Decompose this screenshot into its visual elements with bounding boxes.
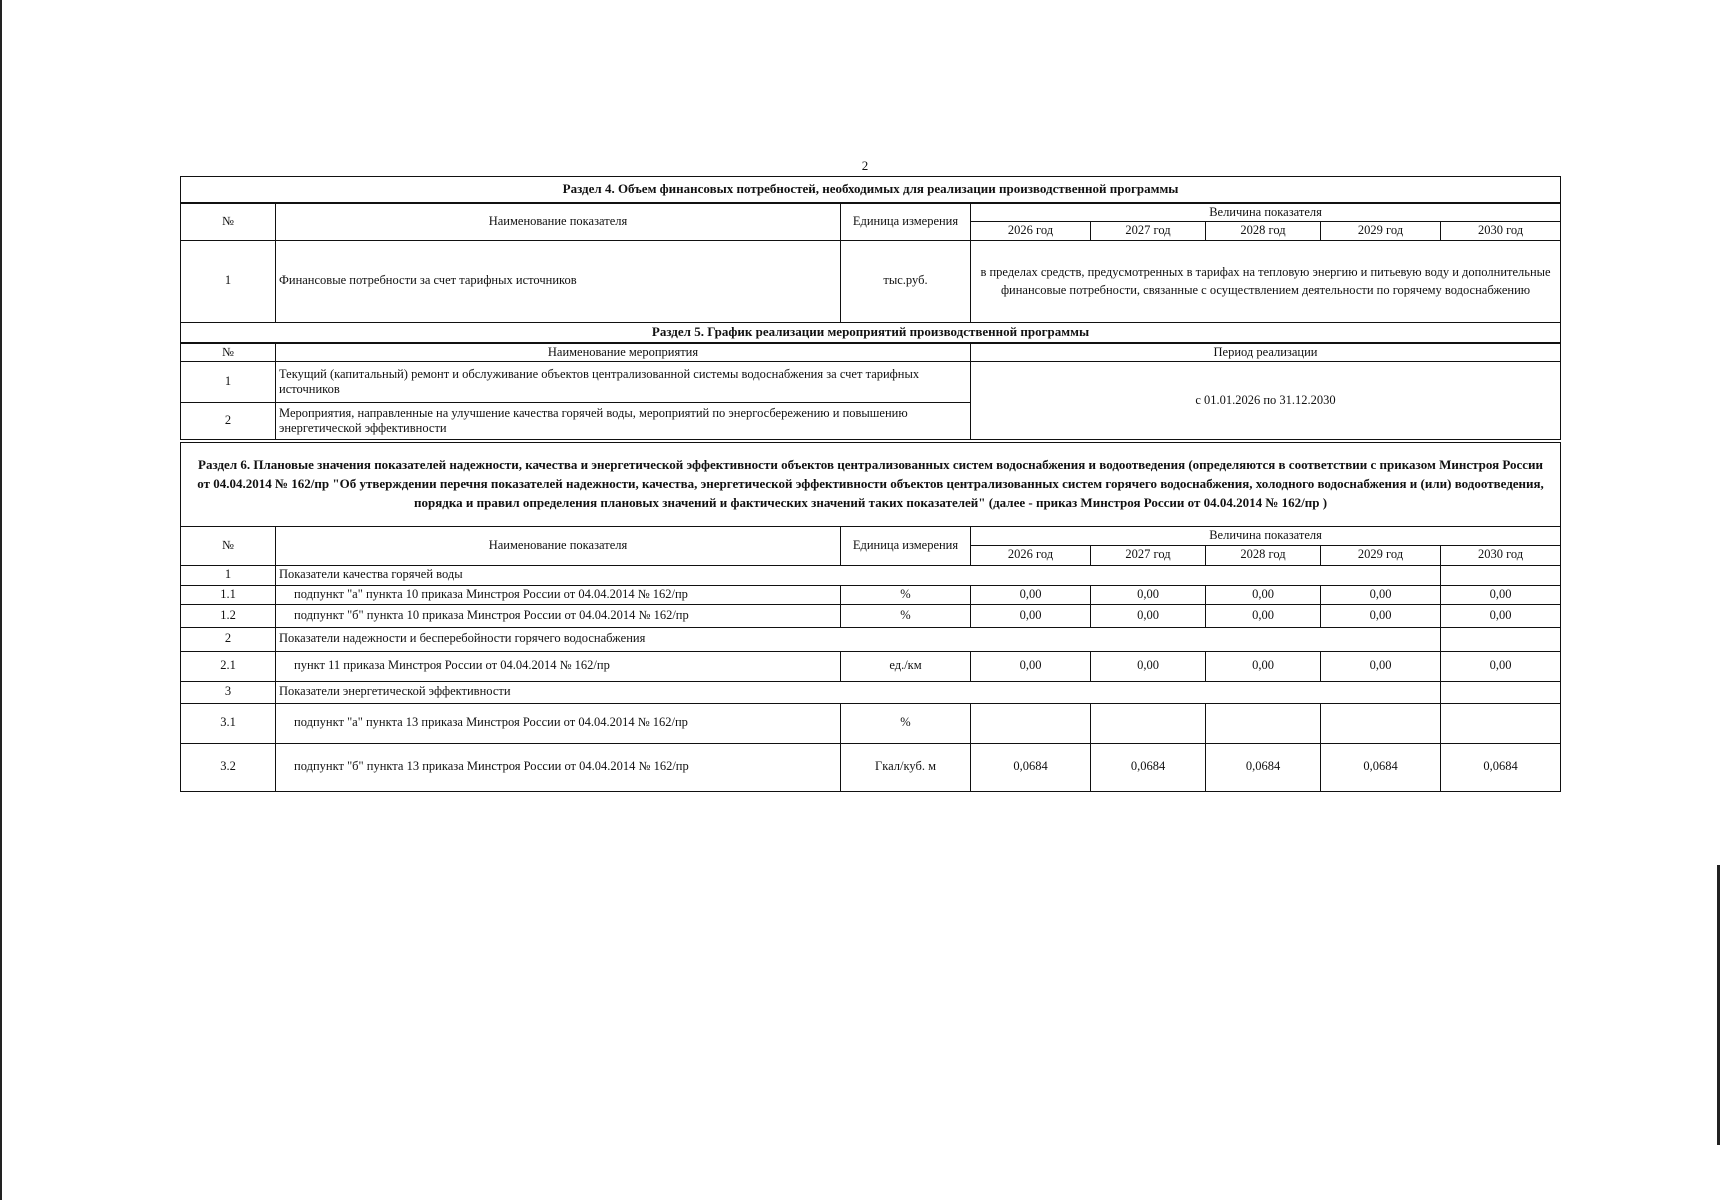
section5-title: Раздел 5. График реализации мероприятий производственной программы — [181, 323, 1561, 343]
section6-group3-no: 3 — [181, 681, 276, 703]
section4-year-2029: 2029 год — [1321, 222, 1441, 241]
section6-group1-no: 1 — [181, 565, 276, 585]
section5-header-no: № — [181, 343, 276, 362]
value-2026: 0,00 — [971, 651, 1091, 681]
value-2028: 0,00 — [1206, 585, 1321, 604]
section5-row2-name: Мероприятия, направленные на улучшение качества горячей воды, мероприятий по энергосбережению и повышению энергетической эффективности — [276, 403, 971, 440]
value-2027: 0,00 — [1091, 651, 1206, 681]
row-no: 3.1 — [181, 703, 276, 743]
row-unit: Гкал/куб. м — [841, 743, 971, 791]
value-2026: 0,00 — [971, 585, 1091, 604]
value-2029 — [1321, 703, 1441, 743]
value-2026 — [971, 703, 1091, 743]
value-2029: 0,00 — [1321, 585, 1441, 604]
table-row — [181, 585, 1561, 604]
table-row — [181, 604, 1561, 627]
value-2026: 0,0684 — [971, 743, 1091, 791]
section4-header-no: № — [181, 203, 276, 241]
section4-year-2026: 2026 год — [971, 222, 1091, 241]
value-2027: 0,0684 — [1091, 743, 1206, 791]
section6-header-name: Наименование показателя — [276, 527, 841, 566]
value-2027: 0,00 — [1091, 604, 1206, 627]
section4-header-unit: Единица измерения — [841, 203, 971, 241]
row-unit: % — [841, 585, 971, 604]
section5-row1-no: 1 — [181, 362, 276, 403]
section5-table — [180, 322, 1561, 440]
section6-group3-name: Показатели энергетической эффективности — [276, 681, 1441, 703]
left-scan-edge — [0, 0, 2, 1200]
section5-header-name: Наименование мероприятия — [276, 343, 971, 362]
section6-header-value: Величина показателя — [971, 527, 1561, 546]
row-name: подпункт "а" пункта 13 приказа Минстроя России от 04.04.2014 № 162/пр — [276, 703, 841, 743]
section6-group2-no: 2 — [181, 627, 276, 651]
section6-title: Раздел 6. Плановые значения показателей надежности, качества и энергетической эффективности объектов централизованных систем водоснабжения и водоотведения (определяются в соответствии с приказом Минстроя России от 04.04.2014 № 162/пр "Об утверждении перечня показателей надежности, качества, энергетической эффективности объектов централизованных систем горячего водоснабжения, холодного водоснабжения и (или) водоотведения, порядка и правил определения плановых значений и фактических значений таких показателей" (далее - приказ Минстроя России от 04.04.2014 № 162/пр ) — [181, 443, 1561, 527]
table-row — [181, 651, 1561, 681]
row-no: 1.1 — [181, 585, 276, 604]
section4-year-2030: 2030 год — [1441, 222, 1561, 241]
section4-year-2028: 2028 год — [1206, 222, 1321, 241]
row-name: пункт 11 приказа Минстроя России от 04.04.2014 № 162/пр — [276, 651, 841, 681]
section5-header-period: Период реализации — [971, 343, 1561, 362]
value-2030: 0,0684 — [1441, 743, 1561, 791]
section6-group-row — [181, 681, 1561, 703]
table-row — [181, 743, 1561, 791]
value-2028: 0,00 — [1206, 651, 1321, 681]
section5-period: с 01.01.2026 по 31.12.2030 — [971, 362, 1561, 440]
value-2028: 0,00 — [1206, 604, 1321, 627]
section6-table — [180, 442, 1561, 792]
section6-group1-blank — [1441, 565, 1561, 585]
page-number: 2 — [861, 158, 869, 173]
section6-year-2030: 2030 год — [1441, 545, 1561, 565]
value-2027: 0,00 — [1091, 585, 1206, 604]
value-2029: 0,00 — [1321, 651, 1441, 681]
row-no: 3.2 — [181, 743, 276, 791]
row-name: подпункт "б" пункта 10 приказа Минстроя России от 04.04.2014 № 162/пр — [276, 604, 841, 627]
value-2029: 0,00 — [1321, 604, 1441, 627]
section6-year-2028: 2028 год — [1206, 545, 1321, 565]
section4-row-no: 1 — [181, 240, 276, 322]
value-2028 — [1206, 703, 1321, 743]
row-name: подпункт "б" пункта 13 приказа Минстроя России от 04.04.2014 № 162/пр — [276, 743, 841, 791]
section4-table — [180, 176, 1561, 323]
value-2030 — [1441, 703, 1561, 743]
value-2029: 0,0684 — [1321, 743, 1441, 791]
section4-header-value: Величина показателя — [971, 203, 1561, 222]
section6-header-unit: Единица измерения — [841, 527, 971, 566]
section6-group2-blank — [1441, 627, 1561, 651]
section6-group2-name: Показатели надежности и бесперебойности горячего водоснабжения — [276, 627, 1441, 651]
section4-row-name: Финансовые потребности за счет тарифных источников — [276, 240, 841, 322]
table-row — [181, 703, 1561, 743]
section6-year-2026: 2026 год — [971, 545, 1091, 565]
value-2030: 0,00 — [1441, 651, 1561, 681]
section4-header-name: Наименование показателя — [276, 203, 841, 241]
value-2028: 0,0684 — [1206, 743, 1321, 791]
row-name: подпункт "а" пункта 10 приказа Минстроя России от 04.04.2014 № 162/пр — [276, 585, 841, 604]
row-unit: % — [841, 604, 971, 627]
row-unit: % — [841, 703, 971, 743]
section6-group-row — [181, 627, 1561, 651]
right-scan-mark — [1717, 865, 1720, 1145]
section6-header-no: № — [181, 527, 276, 566]
value-2027 — [1091, 703, 1206, 743]
row-no: 1.2 — [181, 604, 276, 627]
section6-group3-blank — [1441, 681, 1561, 703]
section6-group1-name: Показатели качества горячей воды — [276, 565, 1441, 585]
value-2030: 0,00 — [1441, 585, 1561, 604]
section4-row-value: в пределах средств, предусмотренных в тарифах на тепловую энергию и питьевую воду и дополнительные финансовые потребности, связанные с осуществлением деятельности по горячему водоснабжению — [971, 240, 1561, 322]
section5-row1-name: Текущий (капитальный) ремонт и обслуживание объектов централизованной системы водоснабжения за счет тарифных источников — [276, 362, 971, 403]
value-2030: 0,00 — [1441, 604, 1561, 627]
section6-year-2027: 2027 год — [1091, 545, 1206, 565]
section6-group-row — [181, 565, 1561, 585]
value-2026: 0,00 — [971, 604, 1091, 627]
section5-row2-no: 2 — [181, 403, 276, 440]
row-no: 2.1 — [181, 651, 276, 681]
section4-year-2027: 2027 год — [1091, 222, 1206, 241]
section6-year-2029: 2029 год — [1321, 545, 1441, 565]
section4-title: Раздел 4. Объем финансовых потребностей, необходимых для реализации производственной программы — [181, 177, 1561, 203]
section4-row-unit: тыс.руб. — [841, 240, 971, 322]
row-unit: ед./км — [841, 651, 971, 681]
